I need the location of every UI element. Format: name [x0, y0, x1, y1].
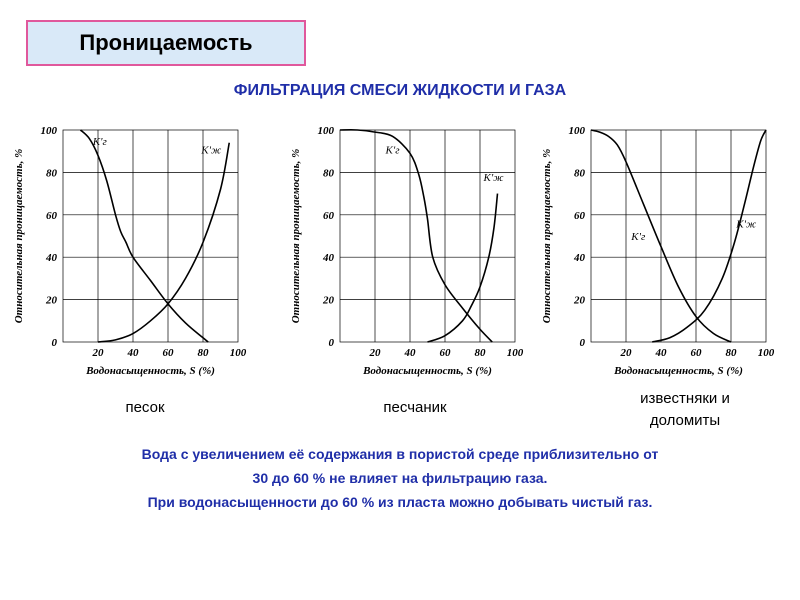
x-tick-label: 20 — [92, 347, 104, 359]
y-axis-label: Относительная проницаемость, % — [13, 148, 25, 324]
x-axis-label: Водонасыщенность, S (%) — [614, 365, 743, 377]
conclusion-line2: 30 до 60 % не влияет на фильтрацию газа. — [252, 470, 548, 486]
x-tick-label: 80 — [197, 347, 209, 359]
x-tick-label: 20 — [369, 347, 381, 359]
y-tick-label: 40 — [574, 252, 585, 265]
x-axis-label: Водонасыщенность, S (%) — [363, 365, 492, 377]
series-line-kzh — [652, 130, 766, 342]
y-tick-label: 100 — [568, 125, 585, 137]
series-label: K'ж — [736, 218, 757, 231]
conclusion-line3: При водонасыщенности до 60 % из пласта можно добывать чистый газ. — [147, 494, 653, 510]
y-tick-label: 100 — [40, 125, 57, 137]
conclusion-line1: Вода с увеличением её содержания в пористой среде приблизительно от — [141, 446, 659, 462]
y-tick-label: 20 — [574, 294, 585, 307]
y-axis-label: Относительная проницаемость, % — [541, 148, 553, 324]
y-tick-label: 80 — [574, 167, 585, 180]
series-label: K'ж — [483, 171, 504, 184]
x-tick-label: 40 — [404, 347, 416, 359]
caption-limestone — [605, 388, 765, 432]
page-title: Проницаемость — [26, 20, 306, 66]
caption-sandstone: песчаник — [383, 399, 447, 416]
series-label: K'г — [92, 135, 107, 148]
x-axis-label: Водонасыщенность, S (%) — [86, 365, 215, 377]
x-tick-label: 100 — [506, 347, 524, 359]
x-tick-label: 60 — [439, 347, 451, 359]
y-axis-label: Относительная проницаемость, % — [290, 148, 302, 324]
y-tick-label: 40 — [46, 252, 57, 265]
conclusion-text — [20, 442, 780, 514]
y-tick-label: 0 — [579, 337, 585, 349]
series-line-kzh — [428, 194, 498, 342]
y-tick-label: 80 — [46, 167, 57, 180]
y-tick-label: 60 — [323, 209, 334, 222]
y-tick-label: 0 — [328, 337, 334, 349]
y-tick-label: 100 — [317, 125, 334, 137]
caption-limestone-line1: известняки и — [640, 390, 730, 407]
chart-sand — [8, 118, 258, 388]
plot-frame — [63, 130, 238, 342]
y-tick-label: 40 — [323, 252, 334, 265]
y-tick-label: 60 — [46, 209, 57, 222]
series-label: K'ж — [201, 144, 222, 157]
caption-limestone-line2: доломиты — [649, 412, 721, 429]
plot-frame — [340, 130, 515, 342]
x-tick-label: 60 — [690, 347, 702, 359]
x-tick-label: 20 — [620, 347, 632, 359]
caption-sand: песок — [125, 399, 165, 416]
page-subtitle: ФИЛЬТРАЦИЯ СМЕСИ ЖИДКОСТИ И ГАЗА — [233, 82, 567, 99]
plot-frame — [591, 130, 766, 342]
y-tick-label: 60 — [574, 209, 585, 222]
y-tick-label: 20 — [46, 294, 57, 307]
series-line-kg — [81, 130, 209, 342]
x-tick-label: 80 — [725, 347, 737, 359]
x-tick-label: 100 — [757, 347, 775, 359]
x-tick-label: 40 — [655, 347, 667, 359]
series-label: K'г — [385, 144, 400, 157]
x-tick-label: 40 — [127, 347, 139, 359]
chart-sandstone — [285, 118, 535, 388]
y-tick-label: 80 — [323, 167, 334, 180]
y-tick-label: 20 — [323, 294, 334, 307]
x-tick-label: 80 — [474, 347, 486, 359]
x-tick-label: 100 — [229, 347, 247, 359]
x-tick-label: 60 — [162, 347, 174, 359]
series-label: K'г — [631, 231, 646, 244]
chart-limestone — [536, 118, 786, 388]
y-tick-label: 0 — [51, 337, 57, 349]
